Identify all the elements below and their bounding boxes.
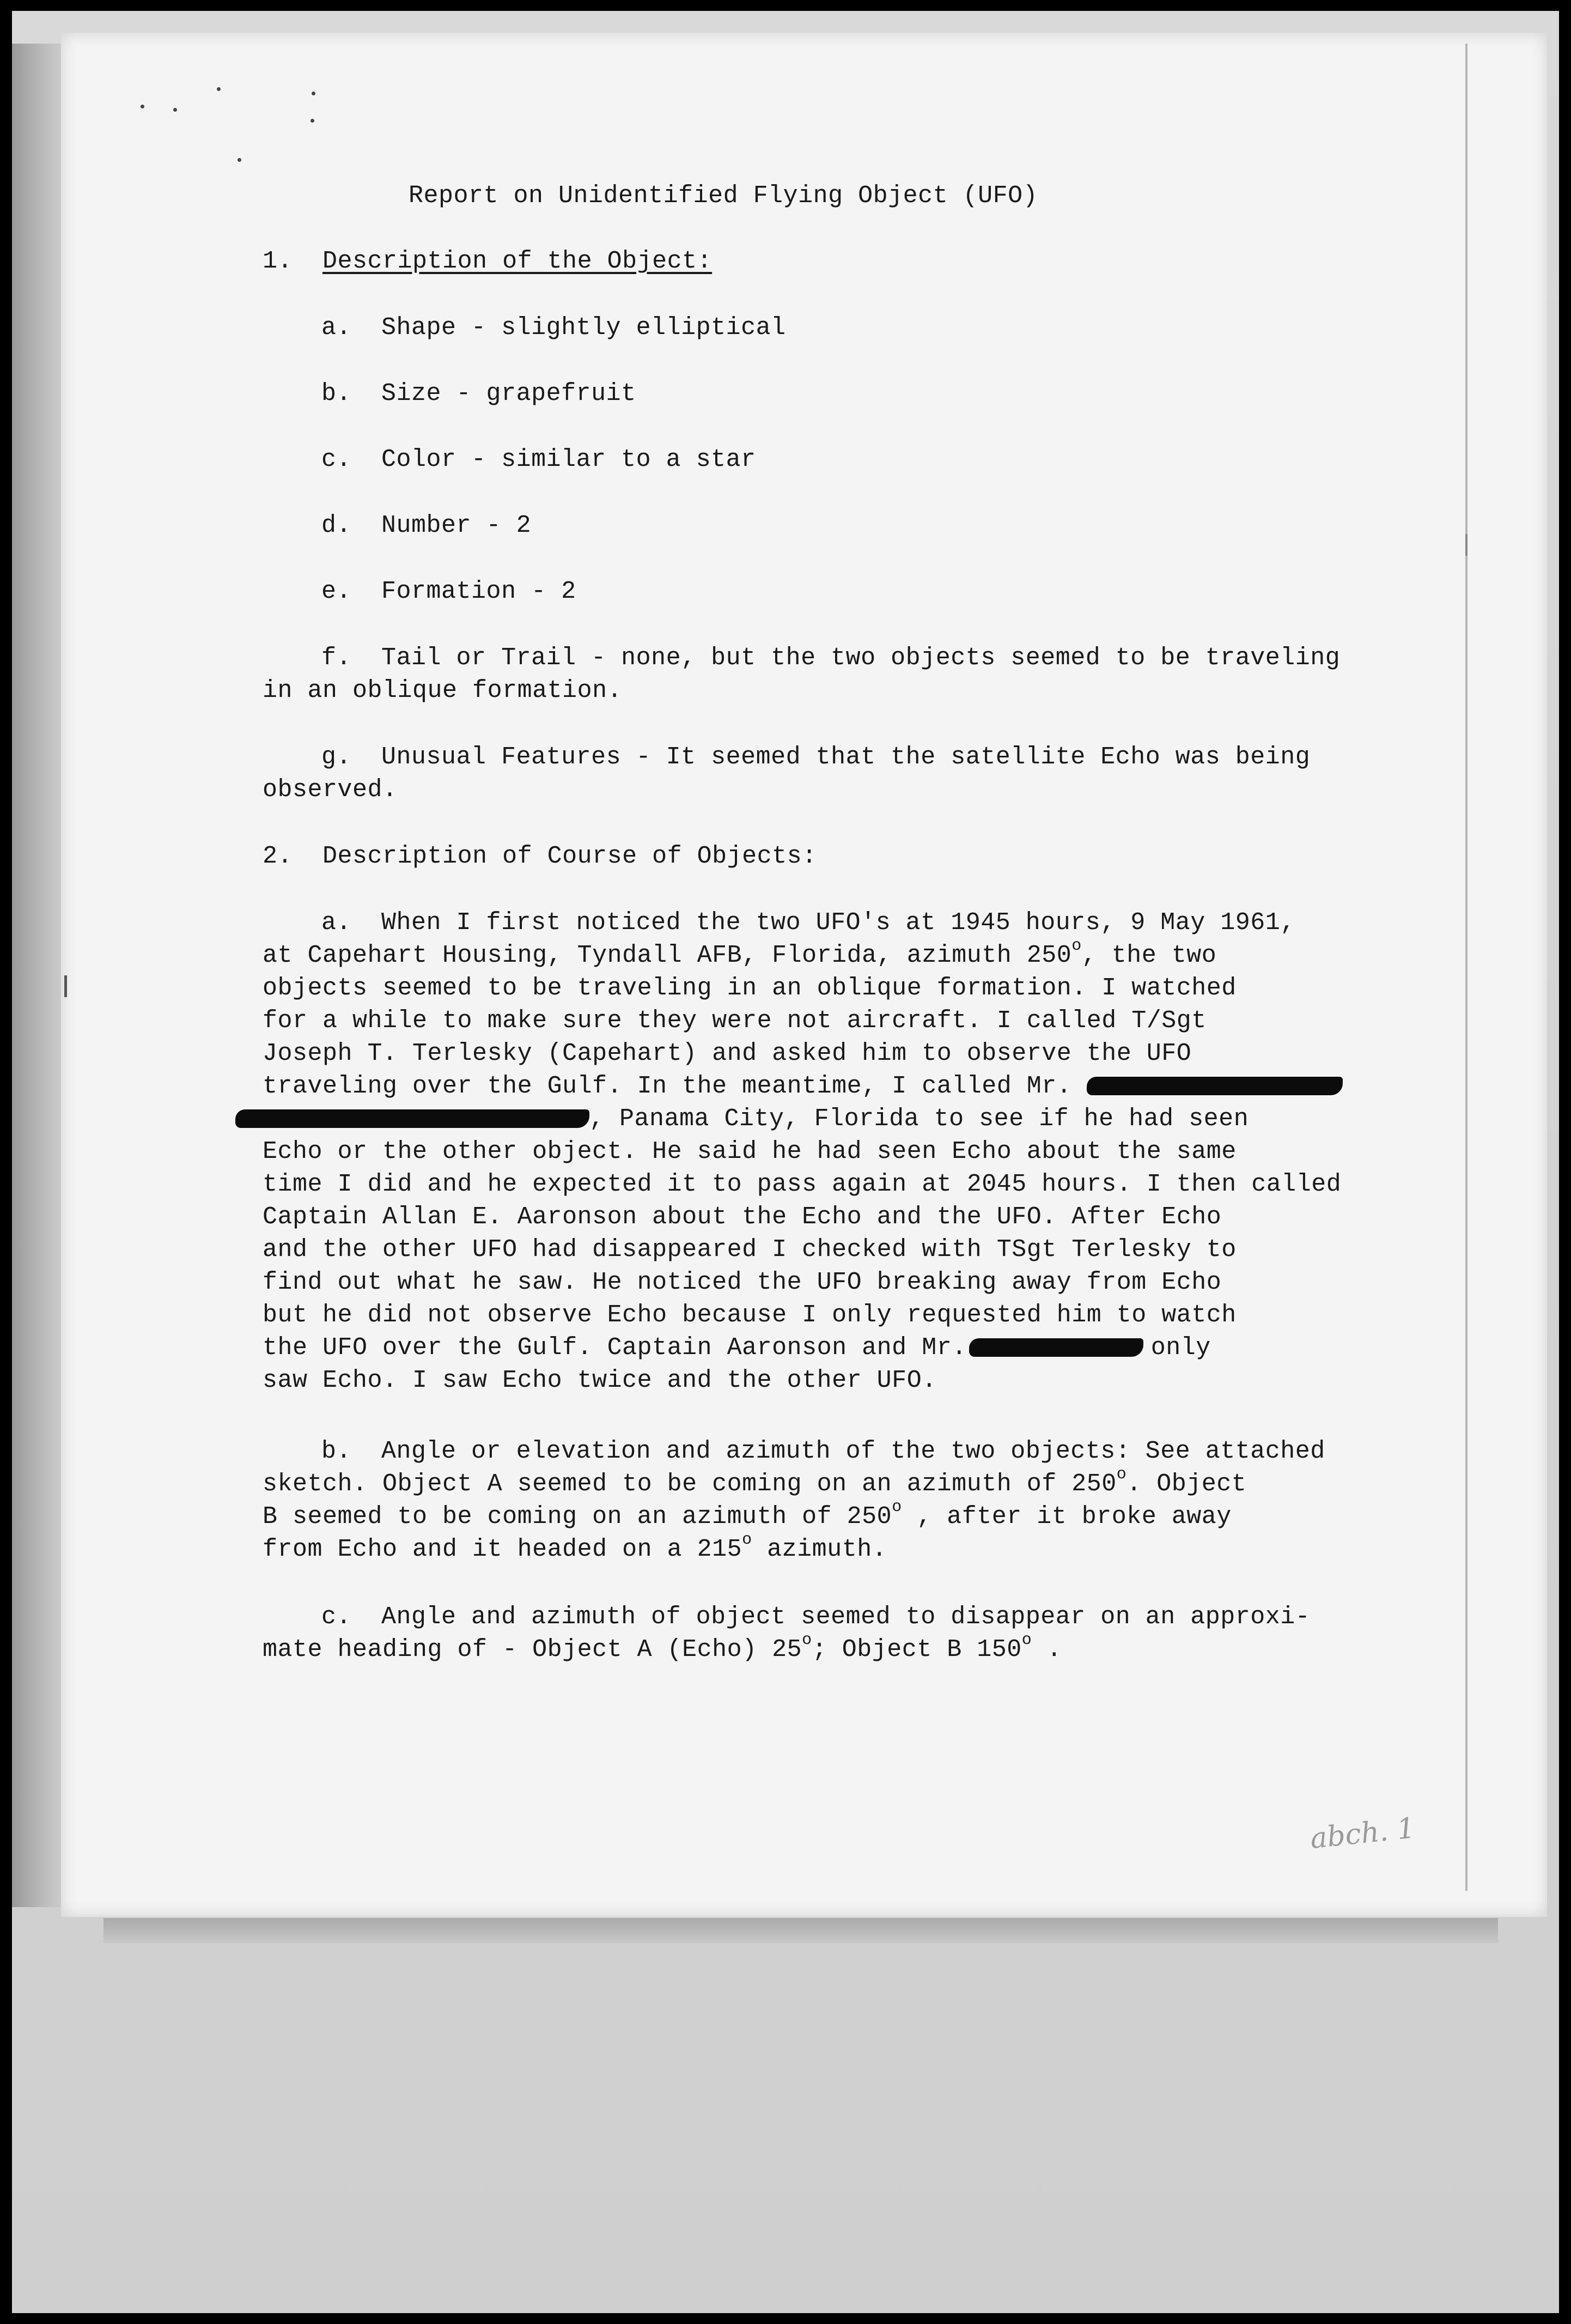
paragraph-course-c: c. Angle and azimuth of object seemed to disappear on an approxi- mate heading of - Object A (Echo) 25$^o$; Object B 150$^o$ .	[263, 1603, 1311, 1664]
section-title: Description of the Object:	[322, 247, 713, 275]
list-item: a. Shape - slightly elliptical	[321, 314, 786, 342]
section-number: 2.	[263, 842, 293, 870]
redaction-mark	[235, 1109, 589, 1128]
list-item: b. Size - grapefruit	[321, 380, 636, 408]
paragraph-unusual-features: g. Unusual Features - It seemed that the satellite Echo was being observed.	[263, 743, 1311, 804]
paragraph-course-a: a. When I first noticed the two UFO's at 1945 hours, 9 May 1961, at Capehart Housing, Tyndall AFB, Florida, azimuth 250$^o$, the two objects seemed to be traveling in an oblique formation. I watched for a while to make sure they were not aircraft. I called T/Sgt Joseph T. Terlesky (Capehart) and asked him to observe the UFO traveling over the Gulf. In the meantime, I called Mr. , Panama City, Florida to see if he had seen Echo or the other object. He said he had seen Echo about the same time I did and he expected it to pass again at 2045 hours. I then called Captain Allan E. Aaronson about the Echo and the UFO. After Echo and the other UFO had disappeared I checked with TSgt Terlesky to find out what he saw. He noticed the UFO breaking away from Echo but he did not observe Echo because I only requested him to watch the UFO over the Gulf. Captain Aaronson and Mr. only saw Echo. I saw Echo twice and the other UFO.	[263, 907, 1385, 1397]
film-top-strip	[0, 0, 1571, 11]
bottom-page-shadow	[103, 1918, 1498, 1943]
film-mark	[1465, 534, 1468, 556]
dust-speck	[173, 108, 177, 112]
paragraph-tail-or-trail: f. Tail or Trail - none, but the two objects seemed to be traveling in an oblique formation.	[263, 644, 1341, 705]
dust-speck	[141, 105, 144, 108]
film-mark	[64, 975, 67, 997]
section-1-heading	[263, 245, 712, 278]
handwritten-initials: abch. 1	[1308, 1812, 1417, 1855]
list-item: e. Formation - 2	[321, 578, 576, 605]
section-number: 1.	[263, 247, 293, 275]
list-item: d. Number - 2	[321, 512, 532, 539]
list-item: c. Color - similar to a star	[321, 446, 756, 474]
redaction-mark	[969, 1338, 1143, 1357]
report-title: Report on Unidentified Flying Object (UFO)	[409, 182, 1038, 210]
dust-speck	[312, 92, 315, 95]
page-right-edge	[1465, 44, 1468, 1891]
dust-speck	[217, 87, 221, 91]
paragraph-course-b: b. Angle or elevation and azimuth of the two objects: See attached sketch. Object A seemed to be coming on an azimuth of 250$^o$. Object B seemed to be coming on an azimuth of 250$^o$ , after it broke away from Echo and it headed on a 215$^o$ azimuth.	[263, 1437, 1325, 1563]
section-2-heading	[263, 840, 817, 873]
dust-speck	[238, 158, 241, 162]
redaction-mark	[1087, 1077, 1343, 1095]
section-title: Description of Course of Objects:	[322, 842, 817, 870]
dust-speck	[310, 119, 314, 123]
